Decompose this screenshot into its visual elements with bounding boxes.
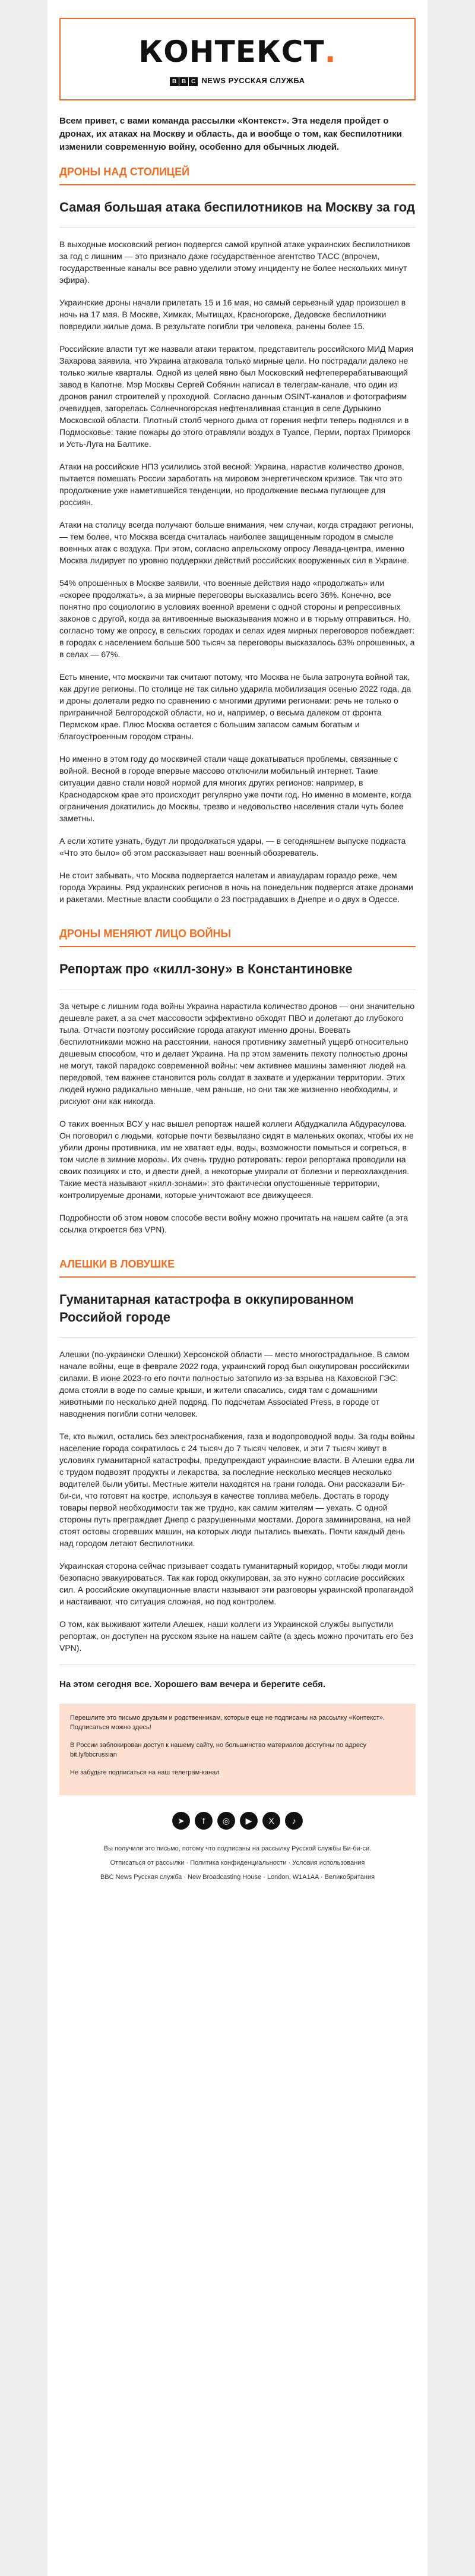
article-paragraph: Те, кто выжил, остались без электроснабжения, газа и водопроводной воды. За годы войны население города сократилось с 24 тысяч до 7 тысяч человек, и эти 7 тысяч живут в условиях гуманитарной катастрофы, предупреждают украинские власти. В Алешки едва ли с трудом подвозят продукты и лекарства, за последние несколько месяцев несколько водителей были убиты. Местные жители находятся на грани голода. Они рассказали Би-би-си, что готовят на костре, используя в качестве топлива мебель. Достать в городу товары первой необходимости так же трудно, как самим жителям — уехать. С одной стороны путь преграждает Днепр с разрушенными мостами. Дорога заминирована, на ней стоят остовы сгоревших машин, на которых люди пытались выехать. Почти каждый день над городом летают беспилотники.: [59, 1432, 415, 1548]
logo-box: [59, 18, 416, 100]
social-icons: [48, 1795, 428, 1844]
section-label: ДРОНЫ НАД СТОЛИЦЕЙ: [59, 166, 190, 178]
info-box: [59, 1704, 416, 1795]
instagram-icon[interactable]: ◎: [217, 1812, 235, 1830]
article-paragraph: Российские власти тут же назвали атаки терактом, представитель российского МИД Мария Захарова заявила, что Украина атаковала только мирные цели. Но пострадали далеко не только жилые кварталы. Одной из целей явно был Московский нефтеперерабатывающий завод в Капотне. Мэр Москвы Сергей Собянин написал в телеграм-канале, что один из дронов ранил строителей у проходной. Согласно данным OSINT-каналов и фотографиям очевидцев, загорелась Солнечногорская нефтеналивная станция в селе Дурыкино Московской области. Плотный столб черного дыма от горения нефти теперь поднялся и в Подмосковье: такие пожары до этого отравляли воздух в Туапсе, Перми, портах Приморск и Усть-Луга на Балтике.: [59, 344, 414, 449]
article-paragraph: 54% опрошенных в Москве заявили, что военные действия надо «продолжать» или «скорее продолжать», а за мирные переговоры высказались всего 36%. Конечно, все понятно про социологию в условиях военной времени с одной стороны и репрессивных законов с другой, когда за антивоенные высказывания можно и в тюрьму отправиться. Но, согласно тому же опросу, в сельских городах и селах идея мирных переговоров побеждает: в городах с населением больше 500 тысяч за переговоры высказалось 63% опрошенных, а в селах — 67%.: [59, 578, 415, 659]
article-title: Самая большая атака беспилотников на Москву за год: [59, 200, 415, 215]
bbc-logo: B B C: [170, 76, 198, 86]
title-rule: [59, 1337, 416, 1338]
tiktok-icon[interactable]: ♪: [285, 1812, 303, 1830]
article-title: Репортаж про «килл-зону» в Константиновке: [59, 961, 353, 976]
article-title: Гуманитарная катастрофа в оккупированном Российой городе: [59, 1292, 354, 1325]
x-icon[interactable]: X: [262, 1812, 280, 1830]
article-paragraph: Атаки на столицу всегда получают больше внимания, чем случаи, когда страдают регионы, — тем более, что Москва всегда считалась наиболее защищенным городом в смысле военных атак с воздуха. При этом, согласно апрельскому опросу Левада-центра, именно Москва лидирует по уровню поддержки действий российских вооруженных сил в Украине.: [59, 520, 414, 565]
facebook-icon[interactable]: f: [195, 1812, 213, 1830]
article-paragraph: Атаки на российские НПЗ усилились этой весной: Украина, нарастив количество дронов, пытается помешать России заработать на мировом энергетическом кризисе. Так что это продолжение уже наметившейся тенденции, но продолжение весьма пугающее для россиян.: [59, 462, 404, 507]
intro: Всем привет, с вами команда рассылки «Контекст». Эта неделя пройдет о дронах, их атаках на Москву и область, да и вообще о том, как беспилотники изменили современную войну, особенно для обычных людей.: [59, 116, 402, 152]
article-paragraph: Украинские дроны начали прилетать 15 и 16 мая, но самый серьезный удар произошел в ночь на 17 мая. В Москве, Химках, Мытищах, Красногорске, Дедовске беспилотники повредили жилые дома. В результате погибли три человека, ранены более 15.: [59, 298, 406, 331]
section-label: АЛЕШКИ В ЛОВУШКЕ: [59, 1258, 175, 1270]
article-paragraph: Украинская сторона сейчас призывает создать гуманитарный коридор, чтобы люди могли безопасно эвакуироваться. Так как город оккупирован, за это нужно согласие российских сил. А российские оккупационные власти называют эти разговоры украинской пропагандой и настаивают, что ситуация сложная, но под контролем.: [59, 1561, 414, 1606]
legal-address: BBC News Русская служба · New Broadcasting House · London, W1A1AA · Великобритания: [100, 1874, 375, 1881]
title-rule: [59, 227, 416, 228]
article-paragraph: Есть мнение, что москвичи так считают потому, что Москва не была затронута войной так, как другие регионы. По столице не так сильно ударила мобилизация осенью 2022 года, да и дроны долетали редко по сравнению с многими другими регионами: речь не только о приграничной Белгородской области, но и, например, о весьма далеком от фронта Пермском крае. Плюс Москва остается с большим запасом самым богатым и благоустроенным городом страны.: [59, 672, 411, 741]
article-paragraph: За четыре с лишним года войны Украина нарастила количество дронов — они значительно дешевле ракет, а за счет массовости эффективно обходят ПВО и долетают до глубокого тыла. Отчасти поэтому российские города атакуют именно дроны. Воевать беспилотниками можно на расстоянии, нанося противнику заметный ущерб относительно дешевым способом, что и делает Украина. На пр этом заменить пехоту полностью дроны не могут, такой парадокс современной войны: чем активнее машины заменяют людей на передовой, тем важнее становится роль солдат в захвате и удержании территории. Этих людей нужно радикально меньше, чем раньше, но они так же жизненно необходимы, и рискуют они как никогда.: [59, 1001, 415, 1106]
header: [48, 0, 428, 115]
legal-links[interactable]: Отписаться от рассылки · Политика конфиденциальности · Условия использования: [110, 1859, 365, 1866]
forward-text[interactable]: Перешлите это письмо друзьям и родственникам, которые еще не подписаны на рассылку «Контекст». Подписаться можно здесь!: [70, 1714, 385, 1731]
subtitle: B B C NEWS РУССКАЯ СЛУЖБА: [61, 76, 414, 86]
legal: [48, 1844, 428, 1882]
article-paragraph: Не стоит забывать, что Москва подвергается налетам и авиаударам гораздо реже, чем города Украины. Ряд украинских регионов в ночь на понедельник подвергся атаке дронами и ракетами. Местные власти сообщили о 23 пострадавших в Днепре и о двух в Одессе.: [59, 871, 413, 904]
article-paragraph: Подробности об этом новом способе вести войну можно прочитать на нашем сайте (а эта ссылка откроется без VPN).: [59, 1213, 408, 1234]
telegram-text[interactable]: Не забудьте подписаться на наш телеграм-канал: [70, 1769, 220, 1776]
newsletter: [48, 0, 428, 2576]
article-paragraph: Но именно в этом году до москвичей стали чаще докатываться проблемы, связанные с войной. Весной в городе впервые массово отключили мобильный интернет. Такие ситуации давно стали новой нормой для многих других регионов: например, в Краснодарском крае это происходит регулярно уже почти год. Но именно в моменте, когда ограничения докатились до Москвы, трезво и недовольство населения стали чуть более заметны.: [59, 754, 411, 823]
telegram-icon[interactable]: ➤: [172, 1812, 190, 1830]
youtube-icon[interactable]: ▶: [240, 1812, 258, 1830]
section-label: ДРОНЫ МЕНЯЮТ ЛИЦО ВОЙНЫ: [59, 928, 232, 939]
article-paragraph: А если хотите узнать, будут ли продолжаться удары, — в сегодняшнем выпуске подкаста «Что это было» об этом рассказывает наш военный обозреватель.: [59, 836, 406, 857]
article-paragraph: О таких военных ВСУ у нас вышел репортаж нашей коллеги Абдуджалила Абдурасулова. Он поговорил с людьми, которые почти безвылазно сидят в маленьких окопах, чтобы их не убили дроны противника, им не хватает еды, воды, возможности помыться и согреться, в том числе в зимние морозы. Их очень трудно ротировать: герои репортажа проводили на своих позициях и сто, и двести дней, а некоторые умирали от болезни и переохлаждения. Такие места называют «килл-зонами»: это фактически опустошенные территории, контролируемые дронами, которые уничтожают все движущееся.: [59, 1119, 414, 1200]
closing-text: На этом сегодня все. Хорошего вам вечера и берегите себя.: [59, 1679, 326, 1689]
article-paragraph: Алешки (по-украински Олешки) Херсонской области — место многострадальное. В самом начале войны, еще в феврале 2022 года, украинский город был оккупирован российскими силами. В июне 2023-го его почти полностью затопило из-за взрыва на Каховской ГЭС: дома стояли в воде по самые крыши, и жители спасались, сидя там с домашними животными по несколько дней подряд. По подсчетам Associated Press, в городе от наводнения погибли сотни человек.: [59, 1350, 410, 1418]
logo: КОНТЕКСТ.: [138, 34, 337, 69]
legal-text: Вы получили это письмо, потому что подписаны на рассылку Русской службы Би-би-си.: [103, 1845, 372, 1852]
blocked-text[interactable]: В России заблокирован доступ к нашему сайту, но большинство материалов доступны по адресу bit.ly/bbcrussian: [70, 1742, 366, 1758]
article-paragraph: В выходные московский регион подвергся самой крупной атаке украинских беспилотников за год с лишним — это признало даже государственное агентство ТАСС (впрочем, государственные каналы все равно уделили этому инциденту не более нескольких минут эфира).: [59, 239, 410, 285]
article-paragraph: О том, как выживают жители Алешек, наши коллеги из Украинской службы выпустили репортаж, он доступен на русском языке на нашем сайте (а здесь можно прочитать его без VPN).: [59, 1619, 413, 1653]
